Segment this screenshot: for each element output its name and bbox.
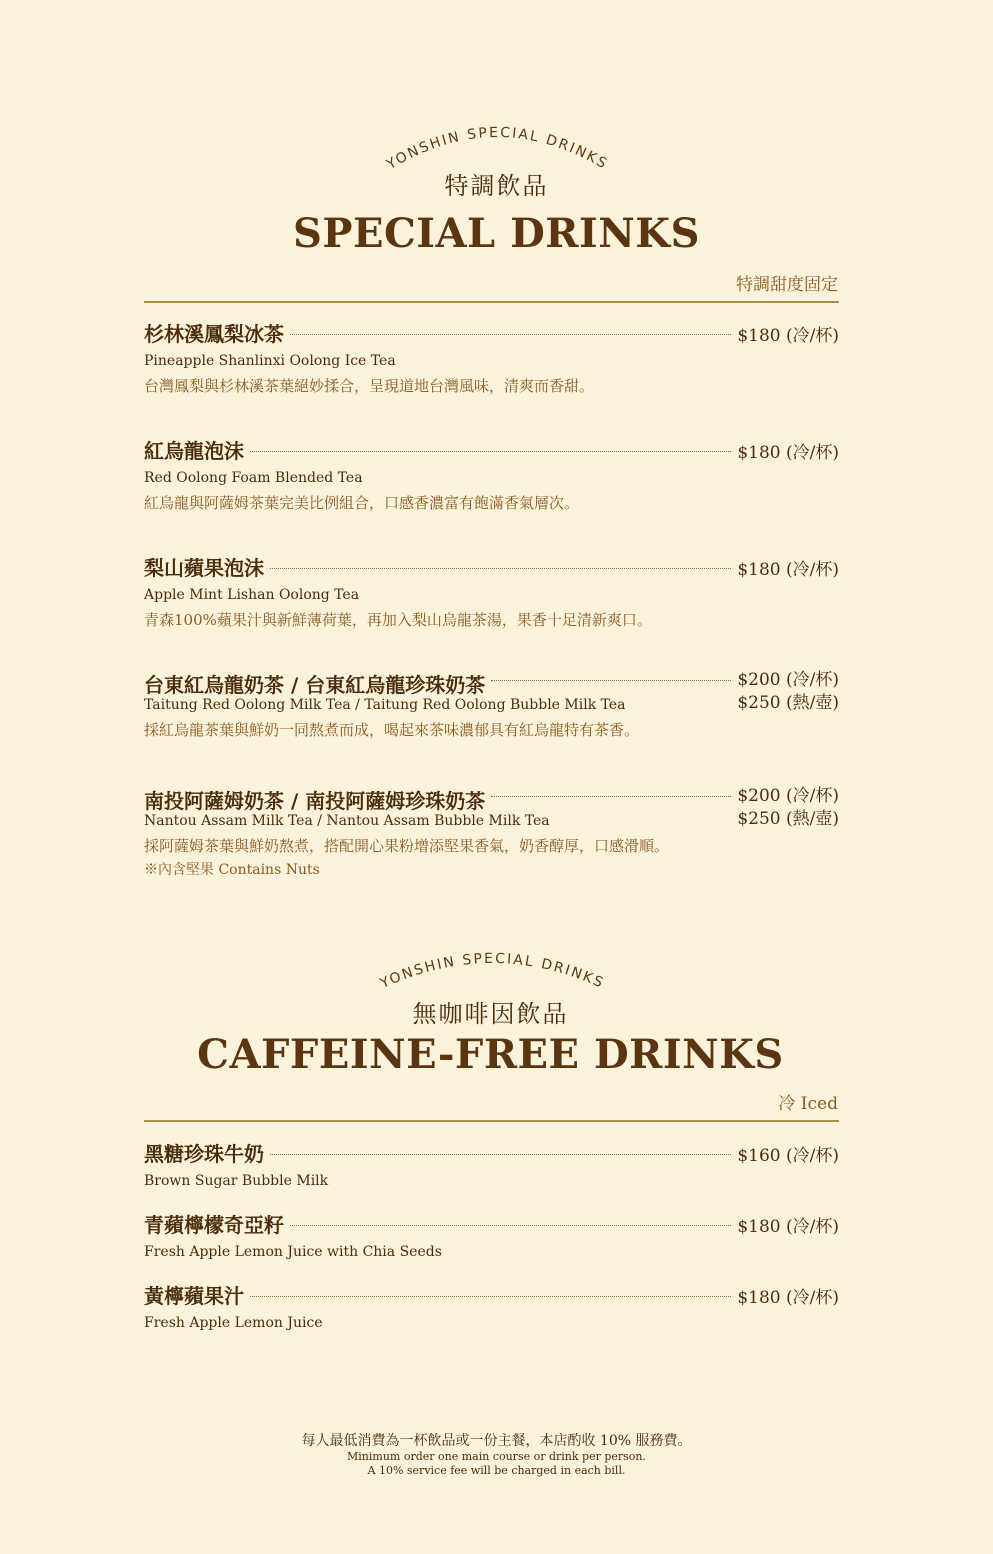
item-price-hot: $250 (熱/壺) xyxy=(737,693,839,713)
item-price-hot: $250 (熱/壺) xyxy=(737,809,839,829)
item-name-zh: 台東紅烏龍奶茶 / 台東紅烏龍珍珠奶茶 xyxy=(144,673,486,697)
dotted-leader xyxy=(250,451,731,452)
item-description: 台灣鳳梨與杉林溪茶葉絕妙揉合，呈現道地台灣風味，清爽而香甜。 xyxy=(144,377,595,395)
item-name-en: Brown Sugar Bubble Milk xyxy=(144,1173,329,1189)
item-name-en: Taitung Red Oolong Milk Tea / Taitung Red Oolong Bubble Milk Tea xyxy=(144,697,626,713)
item-name-en: Nantou Assam Milk Tea / Nantou Assam Bubble Milk Tea xyxy=(144,813,550,829)
item-name-zh: 南投阿薩姆奶茶 / 南投阿薩姆珍珠奶茶 xyxy=(144,789,486,813)
dotted-leader xyxy=(491,680,731,681)
section2-title-en: CAFFEINE-FREE DRINKS xyxy=(197,1031,784,1078)
item-description: 採阿薩姆茶葉與鮮奶熬煮，搭配開心果粉增添堅果香氣，奶香醇厚，口感滑順。 xyxy=(144,837,670,855)
item-price: $180 (冷/杯) xyxy=(737,1217,839,1237)
footer xyxy=(0,1430,993,1478)
dotted-leader xyxy=(250,1296,731,1297)
menu-item xyxy=(144,669,839,740)
menu-item xyxy=(144,1280,839,1331)
item-name-en: Pineapple Shanlinxi Oolong Ice Tea xyxy=(144,353,396,369)
item-name-zh: 杉林溪鳳梨冰茶 xyxy=(144,322,284,346)
menu-item xyxy=(144,785,839,879)
dotted-leader xyxy=(491,796,731,797)
item-name-zh: 黑糖珍珠牛奶 xyxy=(144,1142,264,1166)
item-price-cold: $200 (冷/杯) xyxy=(737,670,839,690)
footer-policy-en-1: Minimum order one main course or drink per person. xyxy=(347,1450,646,1463)
menu-item xyxy=(144,435,839,513)
item-price: $180 (冷/杯) xyxy=(737,560,839,580)
section1-title-en: SPECIAL DRINKS xyxy=(293,210,700,257)
dotted-leader xyxy=(290,1225,731,1226)
item-price: $160 (冷/杯) xyxy=(737,1146,839,1166)
section2-divider xyxy=(144,1120,839,1122)
dotted-leader xyxy=(270,568,731,569)
item-name-zh: 黃檸蘋果汁 xyxy=(144,1284,244,1308)
allergy-note: ※內含堅果 Contains Nuts xyxy=(144,862,320,878)
dotted-leader xyxy=(270,1154,731,1155)
footer-policy-zh: 每人最低消費為一杯飲品或一份主餐，本店酌收 10% 服務費。 xyxy=(301,1433,692,1449)
menu-item xyxy=(144,318,839,396)
item-name-en: Apple Mint Lishan Oolong Tea xyxy=(144,587,360,603)
section1-sweetness-note: 特調甜度固定 xyxy=(736,275,838,295)
item-name-en: Fresh Apple Lemon Juice xyxy=(144,1315,323,1331)
section2-title-zh: 無咖啡因飲品 xyxy=(412,1000,569,1028)
item-name-zh: 紅烏龍泡沫 xyxy=(144,439,244,463)
item-price: $180 (冷/杯) xyxy=(737,1288,839,1308)
item-name-zh: 梨山蘋果泡沫 xyxy=(144,556,264,580)
menu-item xyxy=(144,1138,839,1189)
item-description: 紅烏龍與阿薩姆茶葉完美比例組合，口感香濃富有飽滿香氣層次。 xyxy=(144,494,580,512)
menu-item xyxy=(144,552,839,630)
item-description: 青森100%蘋果汁與新鮮薄荷葉，再加入梨山烏龍茶湯，果香十足清新爽口。 xyxy=(144,611,652,629)
item-description: 採紅烏龍茶葉與鮮奶一同熬煮而成，喝起來茶味濃郁具有紅烏龍特有茶香。 xyxy=(144,721,640,739)
item-price-cold: $200 (冷/杯) xyxy=(737,786,839,806)
section1-title-zh: 特調飲品 xyxy=(444,172,549,200)
item-price: $180 (冷/杯) xyxy=(737,443,839,463)
footer-policy-en-2: A 10% service fee will be charged in each bill. xyxy=(367,1464,626,1477)
dotted-leader xyxy=(290,334,731,335)
section1-divider xyxy=(144,301,839,303)
item-price: $180 (冷/杯) xyxy=(737,326,839,346)
section2-iced-note: 冷 Iced xyxy=(778,1094,838,1114)
menu-item xyxy=(144,1209,839,1260)
svg-text:YONSHIN SPECIAL DRINKS: YONSHIN SPECIAL DRINKS xyxy=(384,124,611,173)
item-name-en: Fresh Apple Lemon Juice with Chia Seeds xyxy=(144,1244,442,1260)
item-name-en: Red Oolong Foam Blended Tea xyxy=(144,470,363,486)
item-name-zh: 青蘋檸檬奇亞籽 xyxy=(144,1213,284,1237)
svg-text:YONSHIN SPECIAL DRINKS: YONSHIN SPECIAL DRINKS xyxy=(377,950,607,992)
